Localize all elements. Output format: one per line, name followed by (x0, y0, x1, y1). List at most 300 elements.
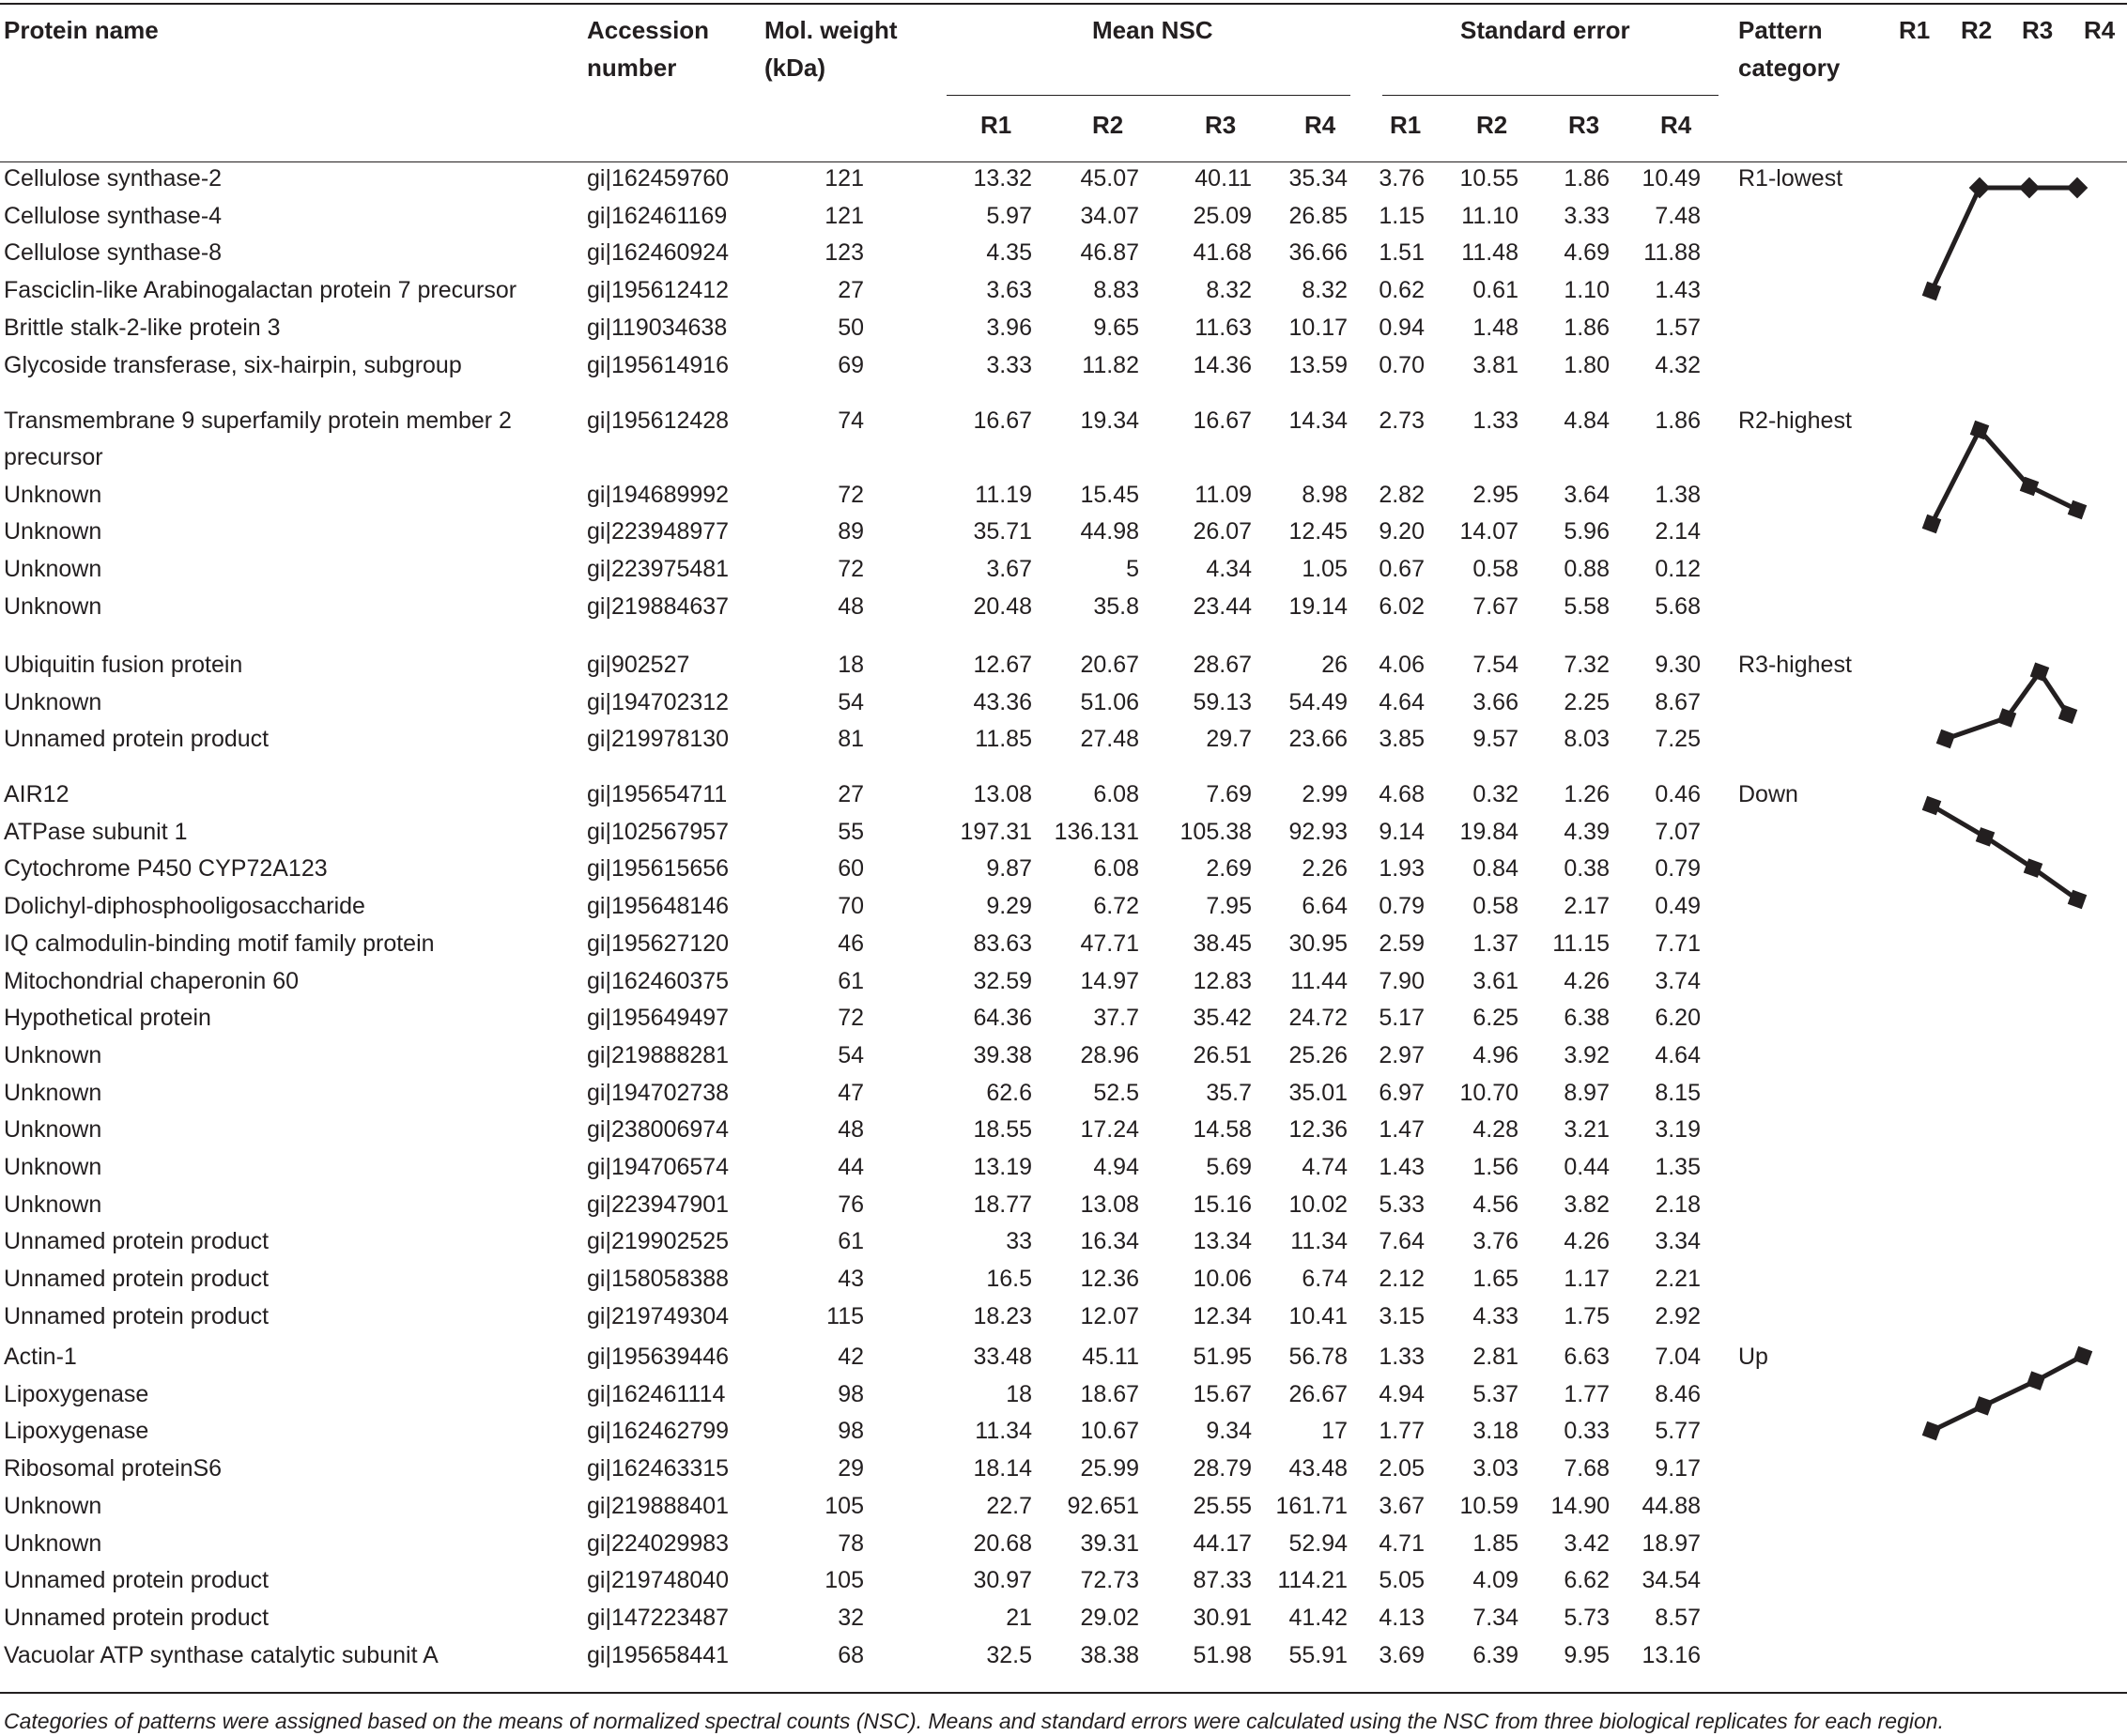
protein-name: Brittle stalk-2-like protein 3 (4, 314, 281, 341)
se-r1: 3.69 (1379, 1641, 1425, 1668)
pattern-line-2 (1946, 672, 2068, 739)
protein-name: Unknown (4, 1079, 102, 1106)
mol-weight: 32 (838, 1604, 864, 1631)
protein-name: Actin-1 (4, 1344, 77, 1370)
mean-nsc-r4: 11.44 (1290, 967, 1348, 994)
protein-name: Unnamed protein product (4, 1266, 270, 1293)
protein-name: Unknown (4, 1041, 102, 1068)
se-r2: 6.39 (1472, 1641, 1518, 1668)
accession-number: gi|219902525 (587, 1228, 730, 1255)
pattern-marker-r4 (2073, 1346, 2093, 1366)
mean-nsc-r1: 9.87 (986, 855, 1032, 883)
se-r3: 7.68 (1564, 1455, 1610, 1483)
mol-weight: 69 (838, 351, 864, 378)
protein-name: Transmembrane 9 superfamily protein member 2 (4, 407, 512, 434)
mean-nsc-r3: 40.11 (1195, 165, 1252, 192)
se-r2: 7.54 (1472, 652, 1518, 678)
accession-number: gi|194702312 (587, 688, 730, 715)
mean-nsc-r4: 11.34 (1290, 1228, 1348, 1255)
se-r4: 13.16 (1641, 1641, 1701, 1668)
mol-weight: 48 (838, 592, 864, 620)
mean-nsc-r1: 35.71 (973, 518, 1032, 545)
se-r1: 4.94 (1379, 1380, 1425, 1407)
pattern-line-1 (1932, 430, 2077, 524)
mean-nsc-r2: 6.08 (1093, 781, 1139, 807)
se-r1: 2.05 (1379, 1455, 1425, 1483)
se-r2: 2.81 (1472, 1344, 1518, 1370)
protein-name: Glycoside transferase, six-hairpin, subgroup (4, 351, 462, 378)
mol-weight: 74 (838, 407, 864, 434)
mean-nsc-r4: 12.45 (1288, 518, 1348, 545)
mean-nsc-r2: 25.99 (1080, 1455, 1139, 1483)
mean-nsc-r1: 33.48 (973, 1344, 1032, 1370)
mol-weight: 46 (838, 929, 864, 957)
mean-nsc-r4: 10.02 (1288, 1191, 1348, 1218)
se-r2: 11.48 (1461, 239, 1518, 267)
mol-weight: 18 (838, 652, 864, 678)
mean-nsc-r1: 3.96 (986, 314, 1032, 341)
se-r3: 5.73 (1564, 1604, 1610, 1631)
pattern-category: Up (1738, 1344, 1768, 1370)
header-accession-line1: Accession (587, 16, 710, 44)
protein-name: Unknown (4, 1529, 102, 1557)
se-r4: 3.19 (1655, 1116, 1701, 1144)
mol-weight: 98 (838, 1418, 864, 1445)
se-r3: 6.63 (1564, 1344, 1610, 1370)
se-r3: 3.82 (1564, 1191, 1610, 1218)
mean-nsc-r4: 8.32 (1302, 277, 1348, 304)
se-r1: 1.51 (1379, 239, 1425, 267)
se-r1: 4.13 (1379, 1604, 1425, 1631)
mean-nsc-r2: 52.5 (1093, 1079, 1139, 1106)
se-r3: 0.38 (1564, 855, 1610, 883)
protein-name: Unknown (4, 1154, 102, 1180)
pattern-marker-r4 (2067, 177, 2088, 199)
se-r2: 4.56 (1472, 1191, 1518, 1218)
header-mw-line1: Mol. weight (764, 16, 898, 44)
mean-nsc-r4: 8.98 (1302, 481, 1348, 508)
mean-nsc-r3: 28.67 (1193, 652, 1252, 678)
mean-nsc-r1: 22.7 (986, 1492, 1032, 1519)
protein-name: Unnamed protein product (4, 726, 270, 753)
mean-nsc-r2: 19.34 (1080, 407, 1139, 434)
accession-number: gi|223947901 (587, 1191, 730, 1218)
protein-name: Unknown (4, 481, 102, 508)
protein-name: Unknown (4, 592, 102, 620)
se-r4: 8.67 (1655, 688, 1701, 715)
mean-nsc-r3: 8.32 (1206, 277, 1252, 304)
mean-nsc-r2: 14.97 (1080, 967, 1139, 994)
se-r2: 1.33 (1472, 407, 1518, 434)
mean-nsc-r2: 46.87 (1080, 239, 1139, 267)
mean-nsc-r4: 25.26 (1288, 1041, 1348, 1068)
protein-name: Unknown (4, 518, 102, 545)
se-r1: 1.33 (1379, 1344, 1425, 1370)
pattern-line-0 (1932, 188, 2077, 291)
protein-name: IQ calmodulin-binding motif family protein (4, 929, 435, 957)
pattern-marker-r2 (1974, 1396, 1994, 1416)
mean-nsc-r3: 105.38 (1179, 818, 1252, 845)
se-r2: 4.96 (1472, 1041, 1518, 1068)
mean-nsc-r3: 29.7 (1206, 726, 1252, 753)
mean-nsc-r3: 38.45 (1193, 929, 1252, 957)
mean-nsc-r3: 16.67 (1193, 407, 1252, 434)
se-r2: 10.59 (1459, 1492, 1518, 1519)
mean-nsc-r3: 11.09 (1195, 481, 1252, 508)
mean-nsc-r3: 30.91 (1193, 1604, 1252, 1631)
mean-nsc-r1: 9.29 (986, 893, 1032, 920)
pattern-line-3 (1932, 806, 2077, 899)
se-r3: 7.32 (1564, 652, 1610, 678)
mean-nsc-r2: 35.8 (1093, 592, 1139, 620)
mean-nsc-r2: 51.06 (1080, 688, 1139, 715)
mol-weight: 72 (838, 556, 864, 583)
mol-weight: 121 (825, 165, 864, 192)
se-r4: 3.74 (1655, 967, 1701, 994)
se-r4: 1.43 (1655, 277, 1701, 304)
se-r2: 0.84 (1472, 855, 1518, 883)
header-pattern-r2: R2 (1961, 16, 1993, 44)
accession-number: gi|162461114 (587, 1380, 726, 1407)
mean-nsc-r2: 28.96 (1080, 1041, 1139, 1068)
se-r2: 3.76 (1472, 1228, 1518, 1255)
se-r1: 7.90 (1379, 967, 1425, 994)
mean-nsc-r2: 16.34 (1080, 1228, 1139, 1255)
mol-weight: 76 (838, 1191, 864, 1218)
se-r4: 8.15 (1655, 1079, 1701, 1106)
mol-weight: 78 (838, 1529, 864, 1557)
mean-nsc-r4: 26 (1321, 652, 1348, 678)
se-r3: 4.39 (1564, 818, 1610, 845)
mean-nsc-r1: 5.97 (986, 202, 1032, 229)
se-r1: 0.94 (1379, 314, 1425, 341)
se-r4: 2.14 (1655, 518, 1701, 545)
pattern-marker-r4 (2068, 500, 2088, 520)
mean-nsc-r4: 41.42 (1288, 1604, 1348, 1631)
mean-nsc-r2: 18.67 (1080, 1380, 1139, 1407)
mean-nsc-r1: 12.67 (973, 652, 1032, 678)
protein-name: Unnamed protein product (4, 1302, 270, 1329)
mean-nsc-r2: 5 (1126, 556, 1139, 583)
accession-number: gi|219888401 (587, 1492, 730, 1519)
header-pattern-r4: R4 (2084, 16, 2116, 44)
mean-nsc-r2: 8.83 (1093, 277, 1139, 304)
mean-nsc-r2: 38.38 (1080, 1641, 1139, 1668)
mean-nsc-r4: 26.67 (1288, 1380, 1348, 1407)
accession-number: gi|162462799 (587, 1418, 730, 1445)
mean-nsc-r1: 18.77 (973, 1191, 1032, 1218)
mean-nsc-r2: 9.65 (1093, 314, 1139, 341)
mol-weight: 61 (838, 967, 864, 994)
se-r2: 0.58 (1472, 556, 1518, 583)
mean-nsc-r3: 44.17 (1193, 1529, 1252, 1557)
mean-nsc-r1: 33 (1006, 1228, 1032, 1255)
se-r2: 14.07 (1459, 518, 1518, 545)
mol-weight: 60 (838, 855, 864, 883)
mean-nsc-r2: 27.48 (1080, 726, 1139, 753)
se-r4: 10.49 (1641, 165, 1701, 192)
header-mean-r2: R2 (1092, 111, 1124, 139)
accession-number: gi|219749304 (587, 1302, 730, 1329)
mean-nsc-r3: 25.55 (1193, 1492, 1252, 1519)
accession-number: gi|224029983 (587, 1529, 730, 1557)
accession-number: gi|219884637 (587, 592, 730, 620)
mol-weight: 72 (838, 1005, 864, 1032)
se-r3: 4.26 (1564, 1228, 1610, 1255)
se-r3: 1.86 (1564, 165, 1610, 192)
mean-nsc-r4: 35.01 (1288, 1079, 1348, 1106)
se-r1: 4.64 (1379, 688, 1425, 715)
se-r2: 3.61 (1472, 967, 1518, 994)
se-r4: 0.12 (1655, 556, 1701, 583)
footnote: Categories of patterns were assigned based on the means of normalized spectral counts (NSC). Means and standard errors were calculated using the NSC from three biological replicates for each region. (4, 1709, 1944, 1733)
mean-nsc-r4: 54.49 (1288, 688, 1348, 715)
protein-name: Unnamed protein product (4, 1567, 270, 1594)
mean-nsc-r3: 51.95 (1193, 1344, 1252, 1370)
se-r3: 1.86 (1564, 314, 1610, 341)
mol-weight: 115 (826, 1302, 864, 1329)
mean-nsc-r1: 62.6 (986, 1079, 1032, 1106)
se-r4: 4.32 (1655, 351, 1701, 378)
mol-weight: 123 (825, 239, 864, 267)
se-r4: 3.34 (1655, 1228, 1701, 1255)
se-r4: 9.30 (1655, 652, 1701, 678)
mean-nsc-r4: 114.21 (1277, 1567, 1348, 1594)
mean-nsc-r4: 56.78 (1288, 1344, 1348, 1370)
se-r4: 0.79 (1655, 855, 1701, 883)
se-r3: 5.58 (1564, 592, 1610, 620)
se-r4: 9.17 (1655, 1455, 1701, 1483)
se-r4: 5.77 (1655, 1418, 1701, 1445)
se-r1: 3.15 (1379, 1302, 1425, 1329)
se-r1: 5.17 (1379, 1005, 1425, 1032)
mean-nsc-r2: 45.07 (1080, 165, 1139, 192)
accession-number: gi|195654711 (587, 781, 728, 807)
header-pattern-line2: category (1738, 54, 1841, 82)
protein-name: Unknown (4, 1492, 102, 1519)
se-r1: 0.70 (1379, 351, 1425, 378)
mean-nsc-r4: 19.14 (1288, 592, 1348, 620)
mean-nsc-r4: 52.94 (1288, 1529, 1348, 1557)
mol-weight: 72 (838, 481, 864, 508)
mol-weight: 89 (838, 518, 864, 545)
mean-nsc-r2: 15.45 (1080, 481, 1139, 508)
mean-nsc-r3: 5.69 (1206, 1154, 1252, 1180)
accession-number: gi|238006974 (587, 1116, 730, 1144)
se-r2: 0.61 (1472, 277, 1518, 304)
protein-name-cont: precursor (4, 444, 103, 470)
mol-weight: 121 (825, 202, 864, 229)
mean-nsc-r4: 92.93 (1288, 818, 1348, 845)
header-mean-nsc: Mean NSC (1092, 16, 1213, 44)
mean-nsc-r2: 11.82 (1082, 351, 1139, 378)
se-r2: 5.37 (1472, 1380, 1518, 1407)
se-r2: 10.55 (1459, 165, 1518, 192)
se-r3: 1.80 (1564, 351, 1610, 378)
mean-nsc-r2: 72.73 (1080, 1567, 1139, 1594)
mean-nsc-r3: 87.33 (1193, 1567, 1252, 1594)
se-r2: 11.10 (1461, 202, 1518, 229)
header-se-r1: R1 (1390, 111, 1422, 139)
mol-weight: 43 (838, 1266, 864, 1293)
header-pattern-line1: Pattern (1738, 16, 1823, 44)
se-r2: 6.25 (1472, 1005, 1518, 1032)
protein-name: Ribosomal proteinS6 (4, 1455, 223, 1483)
mean-nsc-r4: 13.59 (1288, 351, 1348, 378)
mean-nsc-r1: 20.48 (973, 592, 1032, 620)
mol-weight: 81 (838, 726, 864, 753)
mean-nsc-r4: 4.74 (1302, 1154, 1348, 1180)
mean-nsc-r3: 4.34 (1206, 556, 1252, 583)
mean-nsc-r4: 12.36 (1288, 1116, 1348, 1144)
mean-nsc-r3: 23.44 (1193, 592, 1252, 620)
mean-nsc-r4: 6.64 (1302, 893, 1348, 920)
pattern-marker-r1 (1922, 1421, 1942, 1441)
mean-nsc-r3: 28.79 (1193, 1455, 1252, 1483)
se-r1: 6.97 (1379, 1079, 1425, 1106)
mean-nsc-r1: 3.67 (986, 556, 1032, 583)
mean-nsc-r2: 10.67 (1080, 1418, 1139, 1445)
se-r1: 4.06 (1379, 652, 1425, 678)
se-r2: 1.37 (1472, 929, 1518, 957)
mean-nsc-r2: 6.72 (1093, 893, 1139, 920)
mean-nsc-r3: 26.51 (1193, 1041, 1252, 1068)
protein-name: Unknown (4, 1191, 102, 1218)
se-r4: 1.86 (1655, 407, 1701, 434)
se-r1: 1.93 (1379, 855, 1425, 883)
se-r3: 3.92 (1564, 1041, 1610, 1068)
pattern-marker-r1 (1922, 796, 1942, 816)
se-r3: 4.69 (1564, 239, 1610, 267)
accession-number: gi|195612412 (587, 277, 730, 304)
protein-name: Unknown (4, 688, 102, 715)
se-r1: 3.76 (1379, 165, 1425, 192)
accession-number: gi|195615656 (587, 855, 730, 883)
mean-nsc-r2: 12.36 (1080, 1266, 1139, 1293)
pattern-marker-r1 (1936, 730, 1956, 749)
se-r1: 1.15 (1379, 202, 1425, 229)
mean-nsc-r3: 26.07 (1193, 518, 1252, 545)
se-r3: 1.10 (1564, 277, 1610, 304)
mean-nsc-r4: 24.72 (1288, 1005, 1348, 1032)
mol-weight: 27 (838, 277, 864, 304)
pattern-marker-r3 (2027, 1371, 2046, 1390)
se-r4: 34.54 (1641, 1567, 1701, 1594)
mean-nsc-r2: 13.08 (1080, 1191, 1139, 1218)
pattern-line-4 (1932, 1356, 2083, 1431)
mean-nsc-r2: 136.131 (1054, 818, 1139, 845)
se-r4: 7.25 (1655, 726, 1701, 753)
mean-nsc-r4: 26.85 (1288, 202, 1348, 229)
mean-nsc-r3: 12.83 (1193, 967, 1252, 994)
mean-nsc-r1: 43.36 (973, 688, 1032, 715)
protein-name: Lipoxygenase (4, 1380, 149, 1407)
mean-nsc-r4: 30.95 (1288, 929, 1348, 957)
se-r2: 3.03 (1472, 1455, 1518, 1483)
mean-nsc-r1: 32.5 (986, 1641, 1032, 1668)
protein-name: ATPase subunit 1 (4, 818, 188, 845)
accession-number: gi|162460375 (587, 967, 730, 994)
se-r4: 4.64 (1655, 1041, 1701, 1068)
mean-nsc-r4: 2.26 (1302, 855, 1348, 883)
se-r4: 5.68 (1655, 592, 1701, 620)
accession-number: gi|147223487 (587, 1604, 730, 1631)
mean-nsc-r1: 21 (1006, 1604, 1032, 1631)
mol-weight: 105 (825, 1492, 864, 1519)
se-r1: 0.62 (1379, 277, 1425, 304)
se-r1: 3.67 (1379, 1492, 1425, 1519)
accession-number: gi|195648146 (587, 893, 730, 920)
se-r3: 8.97 (1564, 1079, 1610, 1106)
se-r3: 4.26 (1564, 967, 1610, 994)
se-r3: 0.44 (1564, 1154, 1610, 1180)
mean-nsc-r1: 11.85 (975, 726, 1032, 753)
header-pattern-r3: R3 (2022, 16, 2054, 44)
se-r4: 1.38 (1655, 481, 1701, 508)
mean-nsc-r1: 83.63 (973, 929, 1032, 957)
accession-number: gi|223975481 (587, 556, 730, 583)
accession-number: gi|195649497 (587, 1005, 730, 1032)
header-mean-r4: R4 (1304, 111, 1336, 139)
se-r1: 0.79 (1379, 893, 1425, 920)
mean-nsc-r1: 16.67 (973, 407, 1032, 434)
accession-number: gi|195627120 (587, 929, 730, 957)
header-standard-error: Standard error (1460, 16, 1630, 44)
mean-nsc-r3: 7.69 (1206, 781, 1252, 807)
mean-nsc-r3: 35.7 (1206, 1079, 1252, 1106)
pattern-marker-r3 (2019, 177, 2041, 199)
se-r2: 4.09 (1472, 1567, 1518, 1594)
accession-number: gi|195612428 (587, 407, 730, 434)
se-r1: 4.68 (1379, 781, 1425, 807)
accession-number: gi|219888281 (587, 1041, 730, 1068)
se-r1: 0.67 (1379, 556, 1425, 583)
se-r1: 1.43 (1379, 1154, 1425, 1180)
se-r1: 9.14 (1379, 818, 1425, 845)
se-r2: 3.81 (1472, 351, 1518, 378)
mean-nsc-r1: 16.5 (986, 1266, 1032, 1293)
mol-weight: 98 (838, 1380, 864, 1407)
mean-nsc-r1: 18 (1006, 1380, 1032, 1407)
se-r1: 3.85 (1379, 726, 1425, 753)
se-r1: 4.71 (1379, 1529, 1425, 1557)
mol-weight: 54 (838, 688, 864, 715)
mean-nsc-r3: 15.67 (1193, 1380, 1252, 1407)
se-r3: 3.42 (1564, 1529, 1610, 1557)
mol-weight: 48 (838, 1116, 864, 1144)
mol-weight: 47 (838, 1079, 864, 1106)
protein-name: Cellulose synthase-8 (4, 239, 223, 267)
protein-name: Dolichyl-diphosphooligosaccharide (4, 893, 365, 920)
accession-number: gi|223948977 (587, 518, 730, 545)
se-r3: 8.03 (1564, 726, 1610, 753)
se-r4: 2.21 (1655, 1266, 1701, 1293)
se-r2: 3.66 (1472, 688, 1518, 715)
se-r4: 44.88 (1641, 1492, 1701, 1519)
se-r4: 11.88 (1643, 239, 1701, 267)
se-r3: 1.17 (1564, 1266, 1610, 1293)
mean-nsc-r4: 10.17 (1288, 314, 1348, 341)
mean-nsc-r3: 51.98 (1193, 1641, 1252, 1668)
se-r3: 0.33 (1564, 1418, 1610, 1445)
header-accession-line2: number (587, 54, 677, 82)
accession-number: gi|194689992 (587, 481, 730, 508)
mean-nsc-r1: 197.31 (960, 818, 1032, 845)
se-r3: 6.38 (1564, 1005, 1610, 1032)
se-r1: 2.73 (1379, 407, 1425, 434)
mean-nsc-r1: 11.34 (975, 1418, 1032, 1445)
mean-nsc-r1: 18.55 (973, 1116, 1032, 1144)
